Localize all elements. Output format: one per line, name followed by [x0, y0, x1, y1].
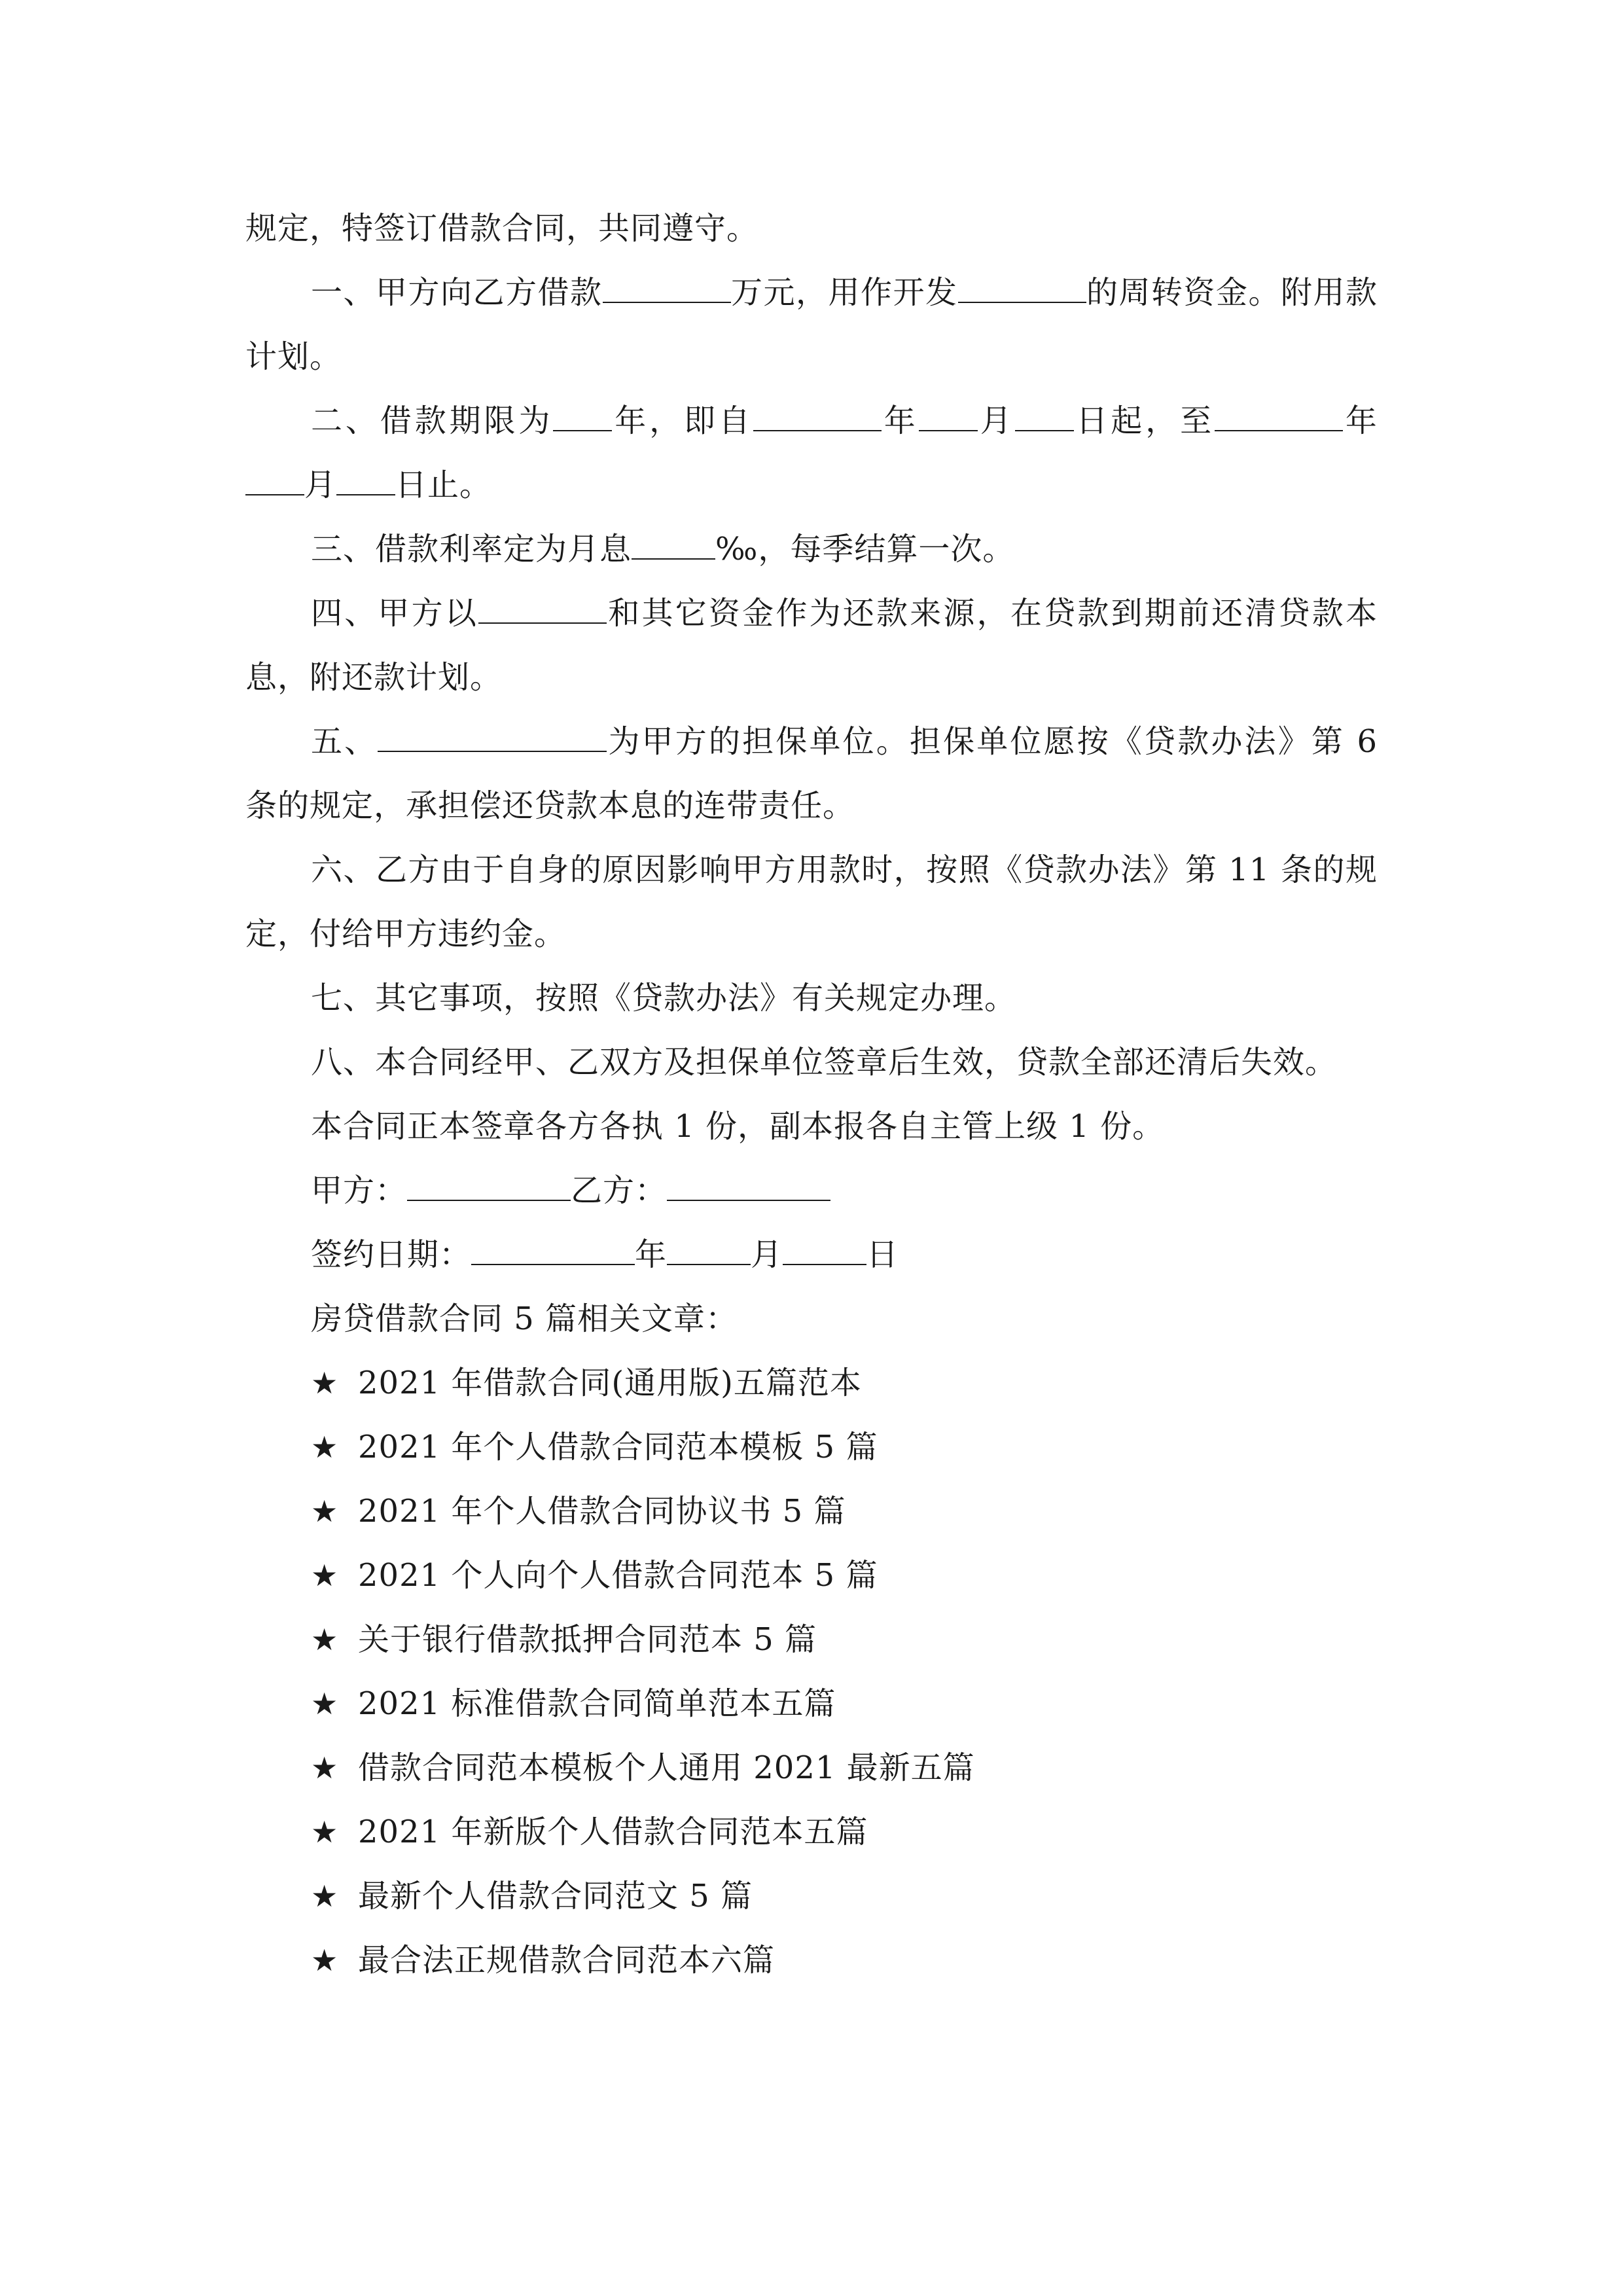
clause-2-text-h: 日止。: [395, 467, 492, 503]
related-article-title: 2021 年个人借款合同协议书 5 篇: [358, 1493, 846, 1530]
star-icon: ★: [311, 1558, 339, 1593]
clause-2: [245, 389, 1378, 517]
star-icon: ★: [311, 1494, 339, 1529]
star-icon: ★: [311, 1750, 339, 1785]
clause-5-text-b: 为甲方的担保单位。担保单位愿按《贷款办法》第 6 条的规定，承担偿还贷款本息的连带责任。: [245, 723, 1378, 824]
clause-8: 八、本合同经甲、乙双方及担保单位签章后生效，贷款全部还清后失效。: [311, 1044, 1338, 1081]
end-month-blank: [245, 464, 304, 495]
party-a-label: 甲方：: [311, 1172, 408, 1209]
clause-4: [245, 581, 1378, 709]
signing-day-blank: [783, 1234, 866, 1265]
signing-month-label: 月: [751, 1236, 783, 1273]
clause-3-text-a: 三、借款利率定为月息: [311, 531, 632, 567]
signature-parties: [245, 1158, 1378, 1223]
signing-month-blank: [667, 1234, 751, 1265]
clause-2-text-e: 日起，至: [1073, 403, 1215, 439]
term-years-blank: [553, 400, 612, 431]
loan-amount-blank: [603, 272, 731, 303]
party-b-blank: [667, 1170, 830, 1201]
clause-1-text-a: 一、甲方向乙方借款: [311, 274, 603, 311]
interest-rate-blank: [632, 528, 715, 560]
related-article-link[interactable]: [245, 1479, 1378, 1543]
copies-note: 本合同正本签章各方各执 1 份，副本报各自主管上级 1 份。: [311, 1108, 1165, 1145]
signing-day-label: 日: [866, 1236, 899, 1273]
star-icon: ★: [311, 1429, 339, 1465]
clause-2-text-c: 年: [881, 403, 919, 439]
related-article-title: 最新个人借款合同范文 5 篇: [358, 1878, 753, 1914]
signing-year-blank: [471, 1234, 635, 1265]
project-blank: [958, 272, 1086, 303]
related-article-link[interactable]: [245, 1543, 1378, 1607]
related-article-title: 2021 年新版个人借款合同范本五篇: [358, 1814, 868, 1850]
related-article-title: 借款合同范本模板个人通用 2021 最新五篇: [358, 1749, 975, 1786]
clause-6: 六、乙方由于自身的原因影响甲方用款时，按照《贷款办法》第 11 条的规定，付给甲方违约金。: [245, 852, 1378, 952]
clause-4-text-b: 和其它资金作为还款来源，在贷款到期前还清贷款本息，附还款计划。: [245, 595, 1378, 696]
related-article-link[interactable]: [245, 1607, 1378, 1672]
paragraph-opening: 规定，特签订借款合同，共同遵守。: [245, 210, 759, 247]
clause-2-text-a: 二、借款期限为: [311, 403, 554, 439]
clause-3: [245, 517, 1378, 581]
signing-date: [245, 1223, 1378, 1287]
repayment-source-blank: [478, 592, 607, 624]
related-article-title: 2021 年借款合同(通用版)五篇范本: [358, 1365, 862, 1401]
related-article-title: 2021 个人向个人借款合同范本 5 篇: [358, 1557, 878, 1594]
clause-2-text-b: 年，即自: [612, 403, 753, 439]
related-articles-list: [245, 1351, 1378, 1992]
related-article-title: 2021 年个人借款合同范本模板 5 篇: [358, 1429, 878, 1465]
star-icon: ★: [311, 1943, 339, 1978]
clause-2-text-d: 月: [977, 403, 1015, 439]
star-icon: ★: [311, 1365, 339, 1401]
end-day-blank: [336, 464, 395, 495]
clause-1-text-c: 的周转资金。附用款计划。: [245, 274, 1378, 375]
clause-2-text-g: 月: [304, 467, 337, 503]
clause-7: 七、其它事项，按照《贷款办法》有关规定办理。: [311, 980, 1017, 1016]
guarantor-blank: [378, 721, 607, 752]
related-article-link[interactable]: [245, 1672, 1378, 1736]
clause-3-text-b: ‰，每季结算一次。: [715, 531, 1015, 567]
related-article-link[interactable]: [245, 1415, 1378, 1479]
clause-1: [245, 260, 1378, 389]
related-articles-heading: 房贷借款合同 5 篇相关文章：: [311, 1300, 738, 1337]
clause-1-text-b: 万元，用作开发: [730, 274, 958, 311]
start-day-blank: [1015, 400, 1074, 431]
related-article-link[interactable]: [245, 1864, 1378, 1928]
party-a-blank: [407, 1170, 571, 1201]
end-year-blank: [1215, 400, 1343, 431]
related-article-link[interactable]: [245, 1928, 1378, 1992]
clause-4-text-a: 四、甲方以: [311, 595, 479, 632]
related-article-title: 2021 标准借款合同简单范本五篇: [358, 1685, 836, 1722]
related-article-link[interactable]: [245, 1800, 1378, 1864]
star-icon: ★: [311, 1814, 339, 1850]
contract-body: [245, 196, 1378, 1992]
related-article-title: 最合法正规借款合同范本六篇: [358, 1942, 776, 1979]
related-article-title: 关于银行借款抵押合同范本 5 篇: [358, 1621, 817, 1658]
clause-2-text-f: 年: [1343, 403, 1378, 439]
star-icon: ★: [311, 1686, 339, 1721]
party-b-label: 乙方：: [571, 1172, 668, 1209]
star-icon: ★: [311, 1622, 339, 1657]
start-month-blank: [919, 400, 978, 431]
star-icon: ★: [311, 1878, 339, 1914]
related-article-link[interactable]: [245, 1736, 1378, 1800]
clause-5-text-a: 五、: [311, 723, 378, 760]
related-article-link[interactable]: [245, 1351, 1378, 1415]
start-year-blank: [753, 400, 882, 431]
clause-5: [245, 709, 1378, 838]
signing-year-label: 年: [635, 1236, 668, 1273]
signing-date-label: 签约日期：: [311, 1236, 472, 1273]
